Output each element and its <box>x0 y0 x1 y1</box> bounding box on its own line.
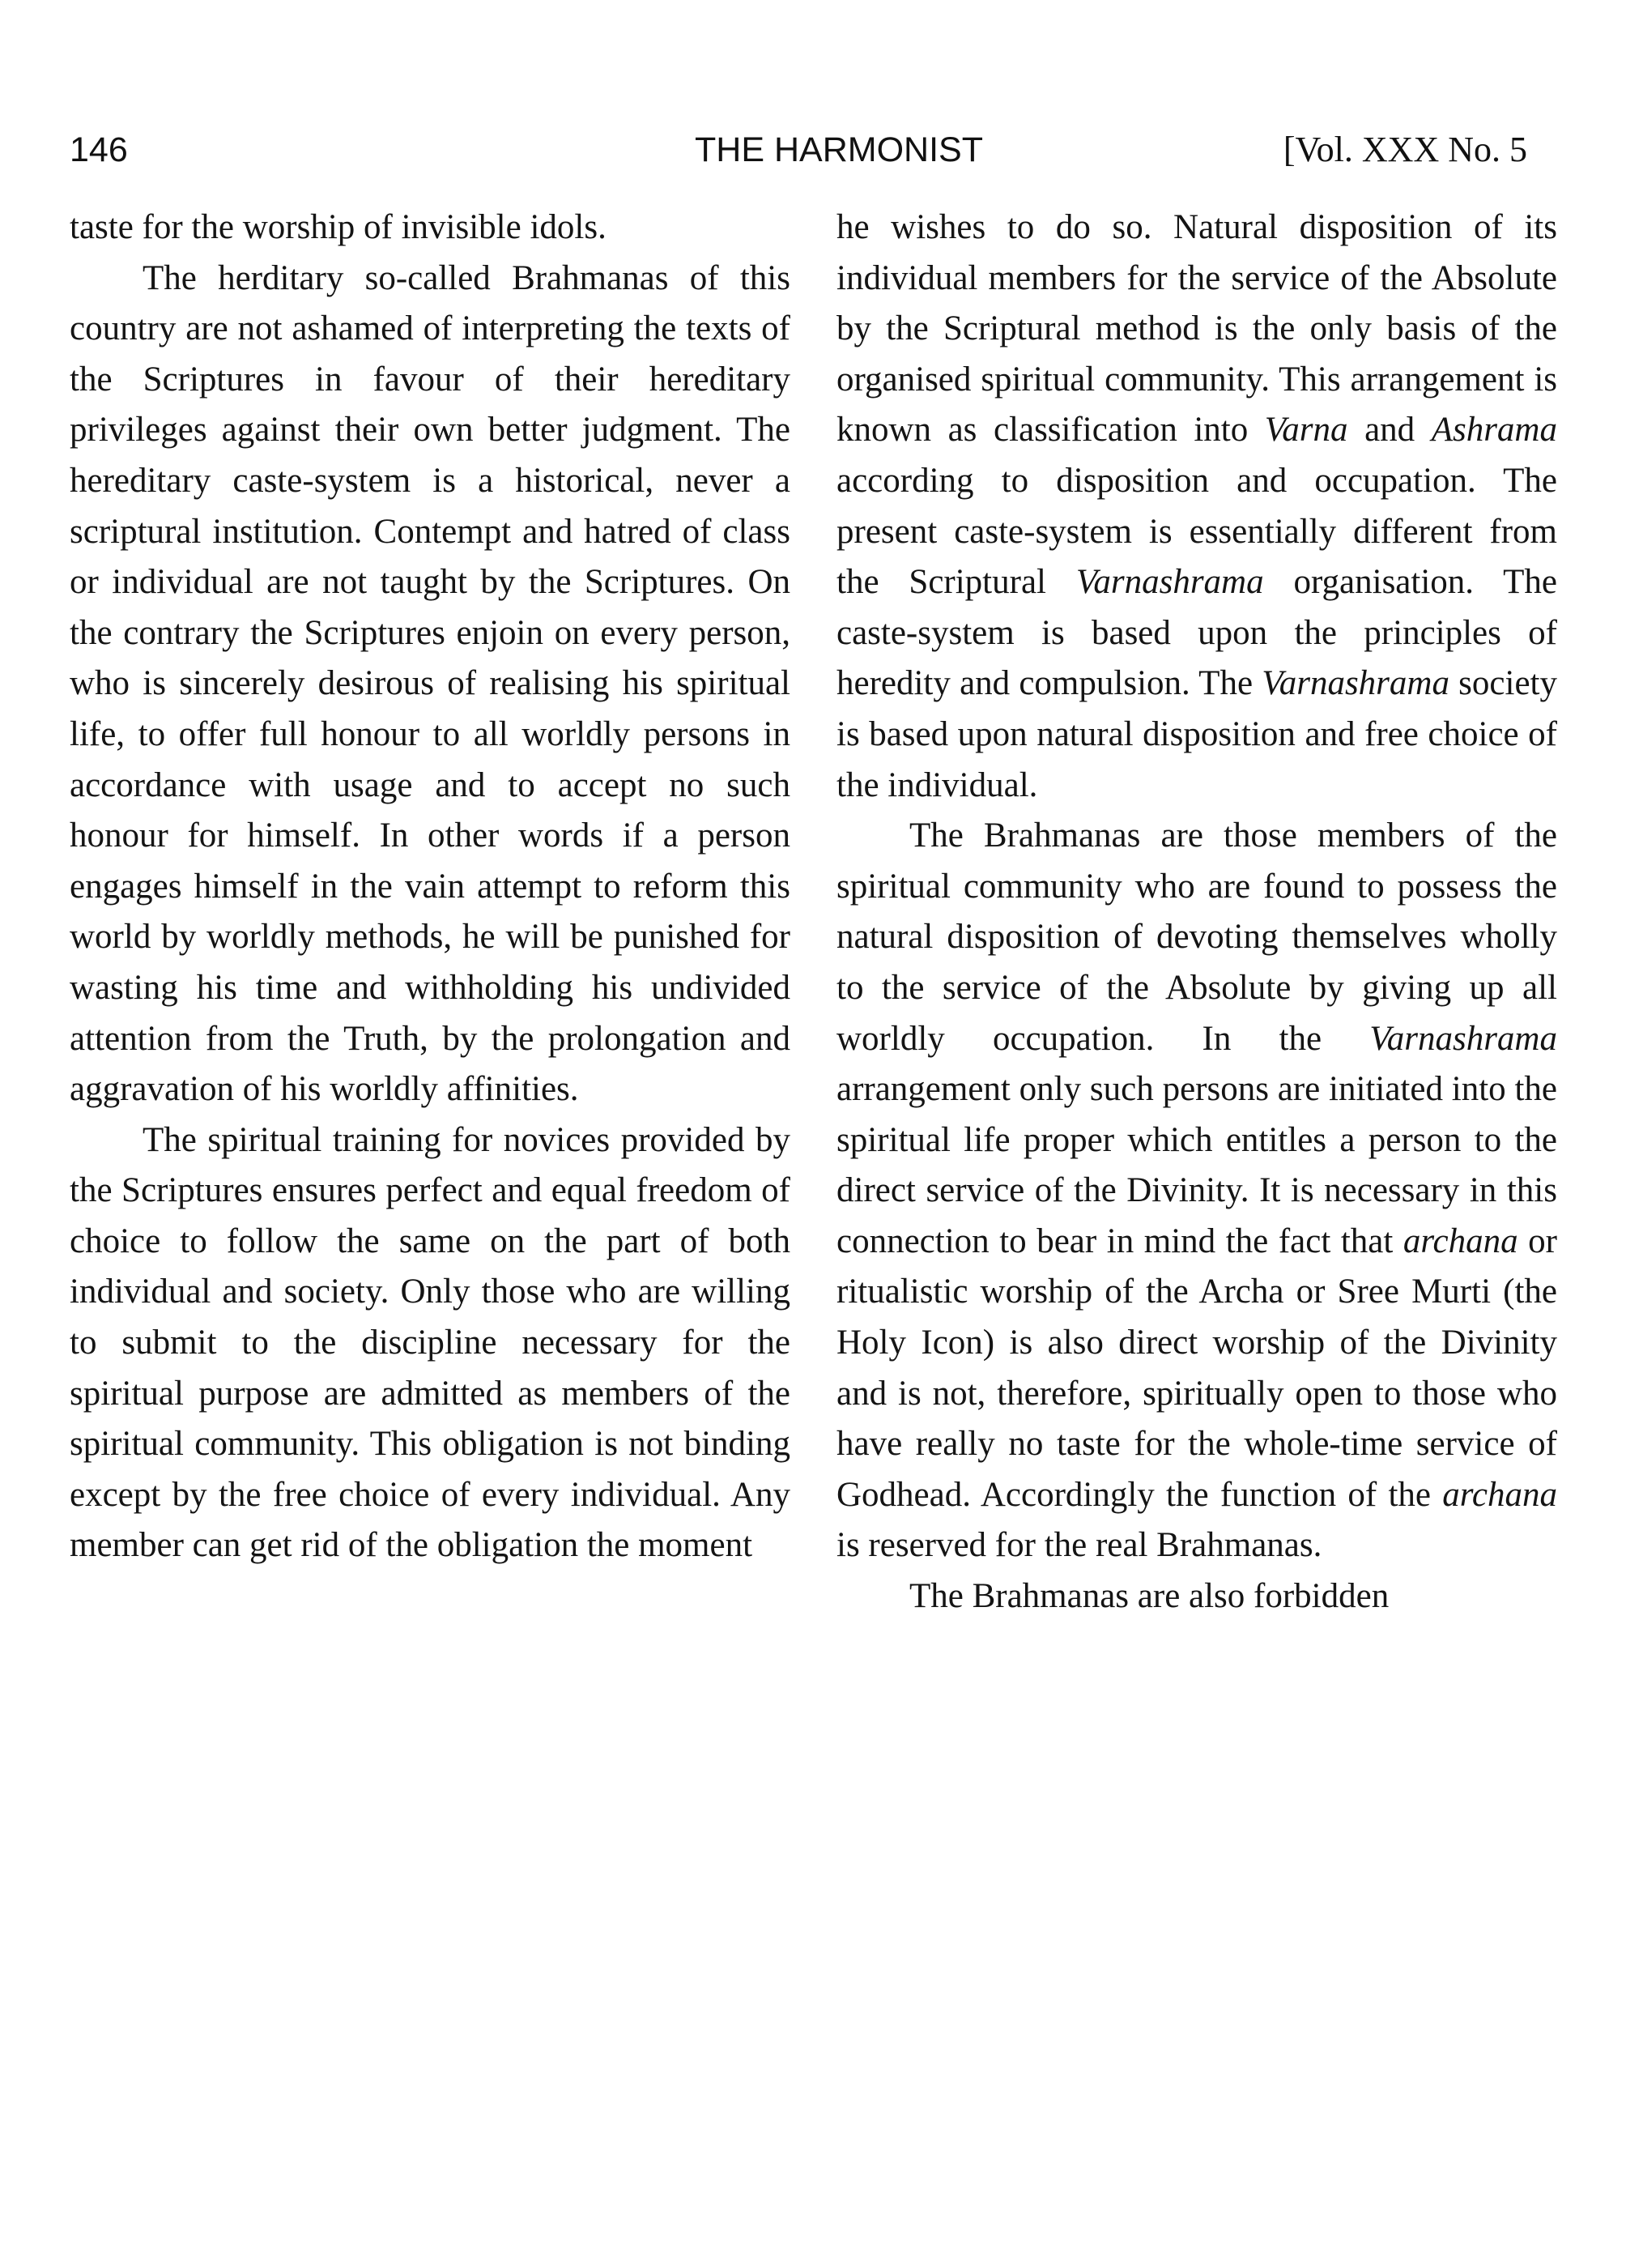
text-run: The Brahmanas are also forbidden <box>909 1577 1390 1616</box>
italic-term: Varnashrama <box>1075 563 1264 602</box>
text-run: according to disposition and occupation. The present caste-system is essentially different from the Scriptural <box>836 461 1557 602</box>
left-column <box>70 202 790 1571</box>
paragraph <box>836 811 1557 1571</box>
running-header <box>70 122 1527 178</box>
text-run: he wishes to do so. Natural disposition of its individual members for the service of the Absolute by the Scriptural method is the only basis of the organised spiritual community. This arrangement is known as classification into <box>836 208 1557 450</box>
italic-term: Ashrama <box>1431 411 1557 450</box>
text-run: arrangement only such persons are initiated into the spiritual life proper which entitles a person to the direct service of the Divinity. It is necessary in this connection to bear in mind the fact that <box>836 1070 1557 1260</box>
italic-term: archana <box>1403 1221 1518 1260</box>
right-column <box>836 202 1557 1622</box>
text-run: The Brahmanas are those members of the spiritual community who are found to possess the natural disposition of devoting themselves wholly to the service of the Absolute by giving up all worldly occupation. In the <box>836 816 1557 1058</box>
italic-term: Varnashrama <box>1369 1019 1557 1058</box>
text-run: The spiritual training for novices provided by the Scriptures ensures perfect and equal freedom of choice to follow the same on the part of both individual and society. Only those who are willing to submit to the discipline necessary for the spiritual purpose are admitted as members of the spiritual community. This obligation is not binding except by the free choice of every individual. Any member can get rid of the obligation the moment <box>70 1120 790 1565</box>
text-run: society is based upon natural disposition and free choice of the individual. <box>836 664 1557 804</box>
text-run: is reserved for the real Brahmanas. <box>836 1526 1322 1565</box>
page-number: 146 <box>70 130 128 169</box>
paragraph <box>70 202 790 254</box>
text-run: and <box>1347 411 1432 450</box>
volume-issue: [Vol. XXX No. 5 <box>1283 130 1527 169</box>
text-run: The herditary so-called Brahmanas of this country are not ashamed of interpreting the texts of the Scriptures in favour of their hereditary privileges against their own better judgment. The hereditary caste-system is a historical, never a scriptural institution. Contempt and hatred of class or individual are not taught by the Scriptures. On the contrary the Scriptures enjoin on every person, who is sincerely desirous of realising his spiritual life, to offer full honour to all worldly persons in accordance with usage and to accept no such honour for himself. In other words if a person engages himself in the vain attempt to reform this world by worldly methods, he will be punished for wasting his time and withholding his undivided attention from the Truth, by the prolongation and aggravation of his worldly affinities. <box>70 258 790 1109</box>
text-run: taste for the worship of invisible idols. <box>70 208 607 246</box>
italic-term: Varnashrama <box>1262 664 1449 703</box>
paragraph <box>836 1571 1557 1622</box>
text-run: organisation. The caste-system is based upon the principles of heredity and compulsion. The <box>836 563 1557 703</box>
paragraph <box>70 254 790 1115</box>
journal-title: THE HARMONIST <box>695 130 983 169</box>
text-run: or ritualistic worship of the Archa or Sree Murti (the Holy Icon) is also direct worship of the Divinity and is not, therefore, spiritually open to those who have really no taste for the whole-time service of Godhead. Accordingly the function of the <box>836 1221 1557 1514</box>
italic-term: Varna <box>1264 411 1348 450</box>
italic-term: archana <box>1442 1475 1557 1514</box>
paragraph <box>836 202 1557 811</box>
paragraph <box>70 1115 790 1571</box>
